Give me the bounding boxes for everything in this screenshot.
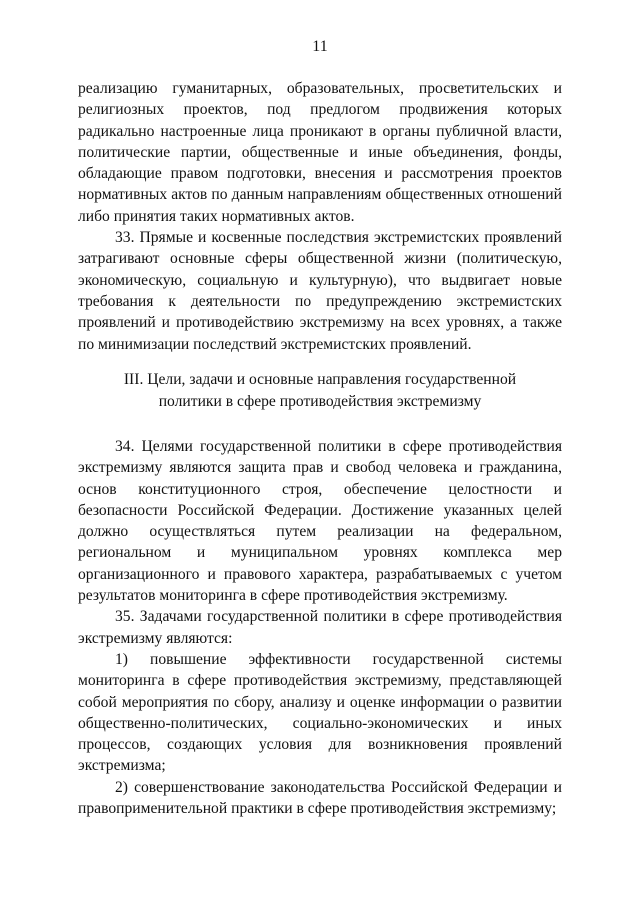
page-number: 11	[312, 38, 328, 55]
list-item-2: 2) совершенствование законодательства Российской Федерации и правоприменительной практики в сфере противодействия экстремизму;	[78, 778, 562, 818]
paragraph-33: 33. Прямые и косвенные последствия экстремистских проявлений затрагивают основные сферы общественной жизни (политическую, экономическую, социальную и культурную), что выдвигает новые требования к деятельности по предупреждению экстремистских проявлений и противодействию экстремизму на всех уровнях, а также по минимизации последствий экстремистских проявлений.	[78, 229, 562, 353]
paragraph-34: 34. Целями государственной политики в сфере противодействия экстремизму являются защита прав и свобод человека и гражданина, основ конституционного строя, обеспечение целостности и безопасности Российской Федерации. Достижение указанных целей должно осуществляться путем реализации на федеральном, региональном и муниципальном уровнях комплекса мер организационного и правового характера, разрабатываемых с учетом результатов мониторинга в сфере противодействия экстремизму.	[78, 438, 562, 605]
paragraph-continuation: реализацию гуманитарных, образовательных, просветительских и религиозных проектов, под предлогом продвижения которых радикально настроенные лица проникают в органы публичной власти, политические партии, общественные и иные объединения, фонды, обладающие правом подготовки, внесения и рассмотрения проектов нормативных актов по данным направлениям общественных отношений либо принятия таких нормативных актов.	[78, 80, 562, 225]
section-heading-line-2: политики в сфере противодействия экстремизму	[158, 392, 482, 410]
list-item-1: 1) повышение эффективности государственной системы мониторинга в сфере противодействия экстремизму, представляющей собой мероприятия по сбору, анализу и оценке информации о развитии общественно-политических, социально-экономических и иных процессов, создающих условия для возникновения проявлений экстремизма;	[78, 650, 562, 775]
text-block-lower	[78, 436, 562, 819]
text-block-upper	[78, 78, 562, 355]
section-heading	[78, 369, 562, 412]
paragraph-35: 35. Задачами государственной политики в сфере противодействия экстремизму являются:	[78, 608, 562, 647]
section-heading-line-1: III. Цели, задачи и основные направления государственной	[123, 371, 517, 388]
